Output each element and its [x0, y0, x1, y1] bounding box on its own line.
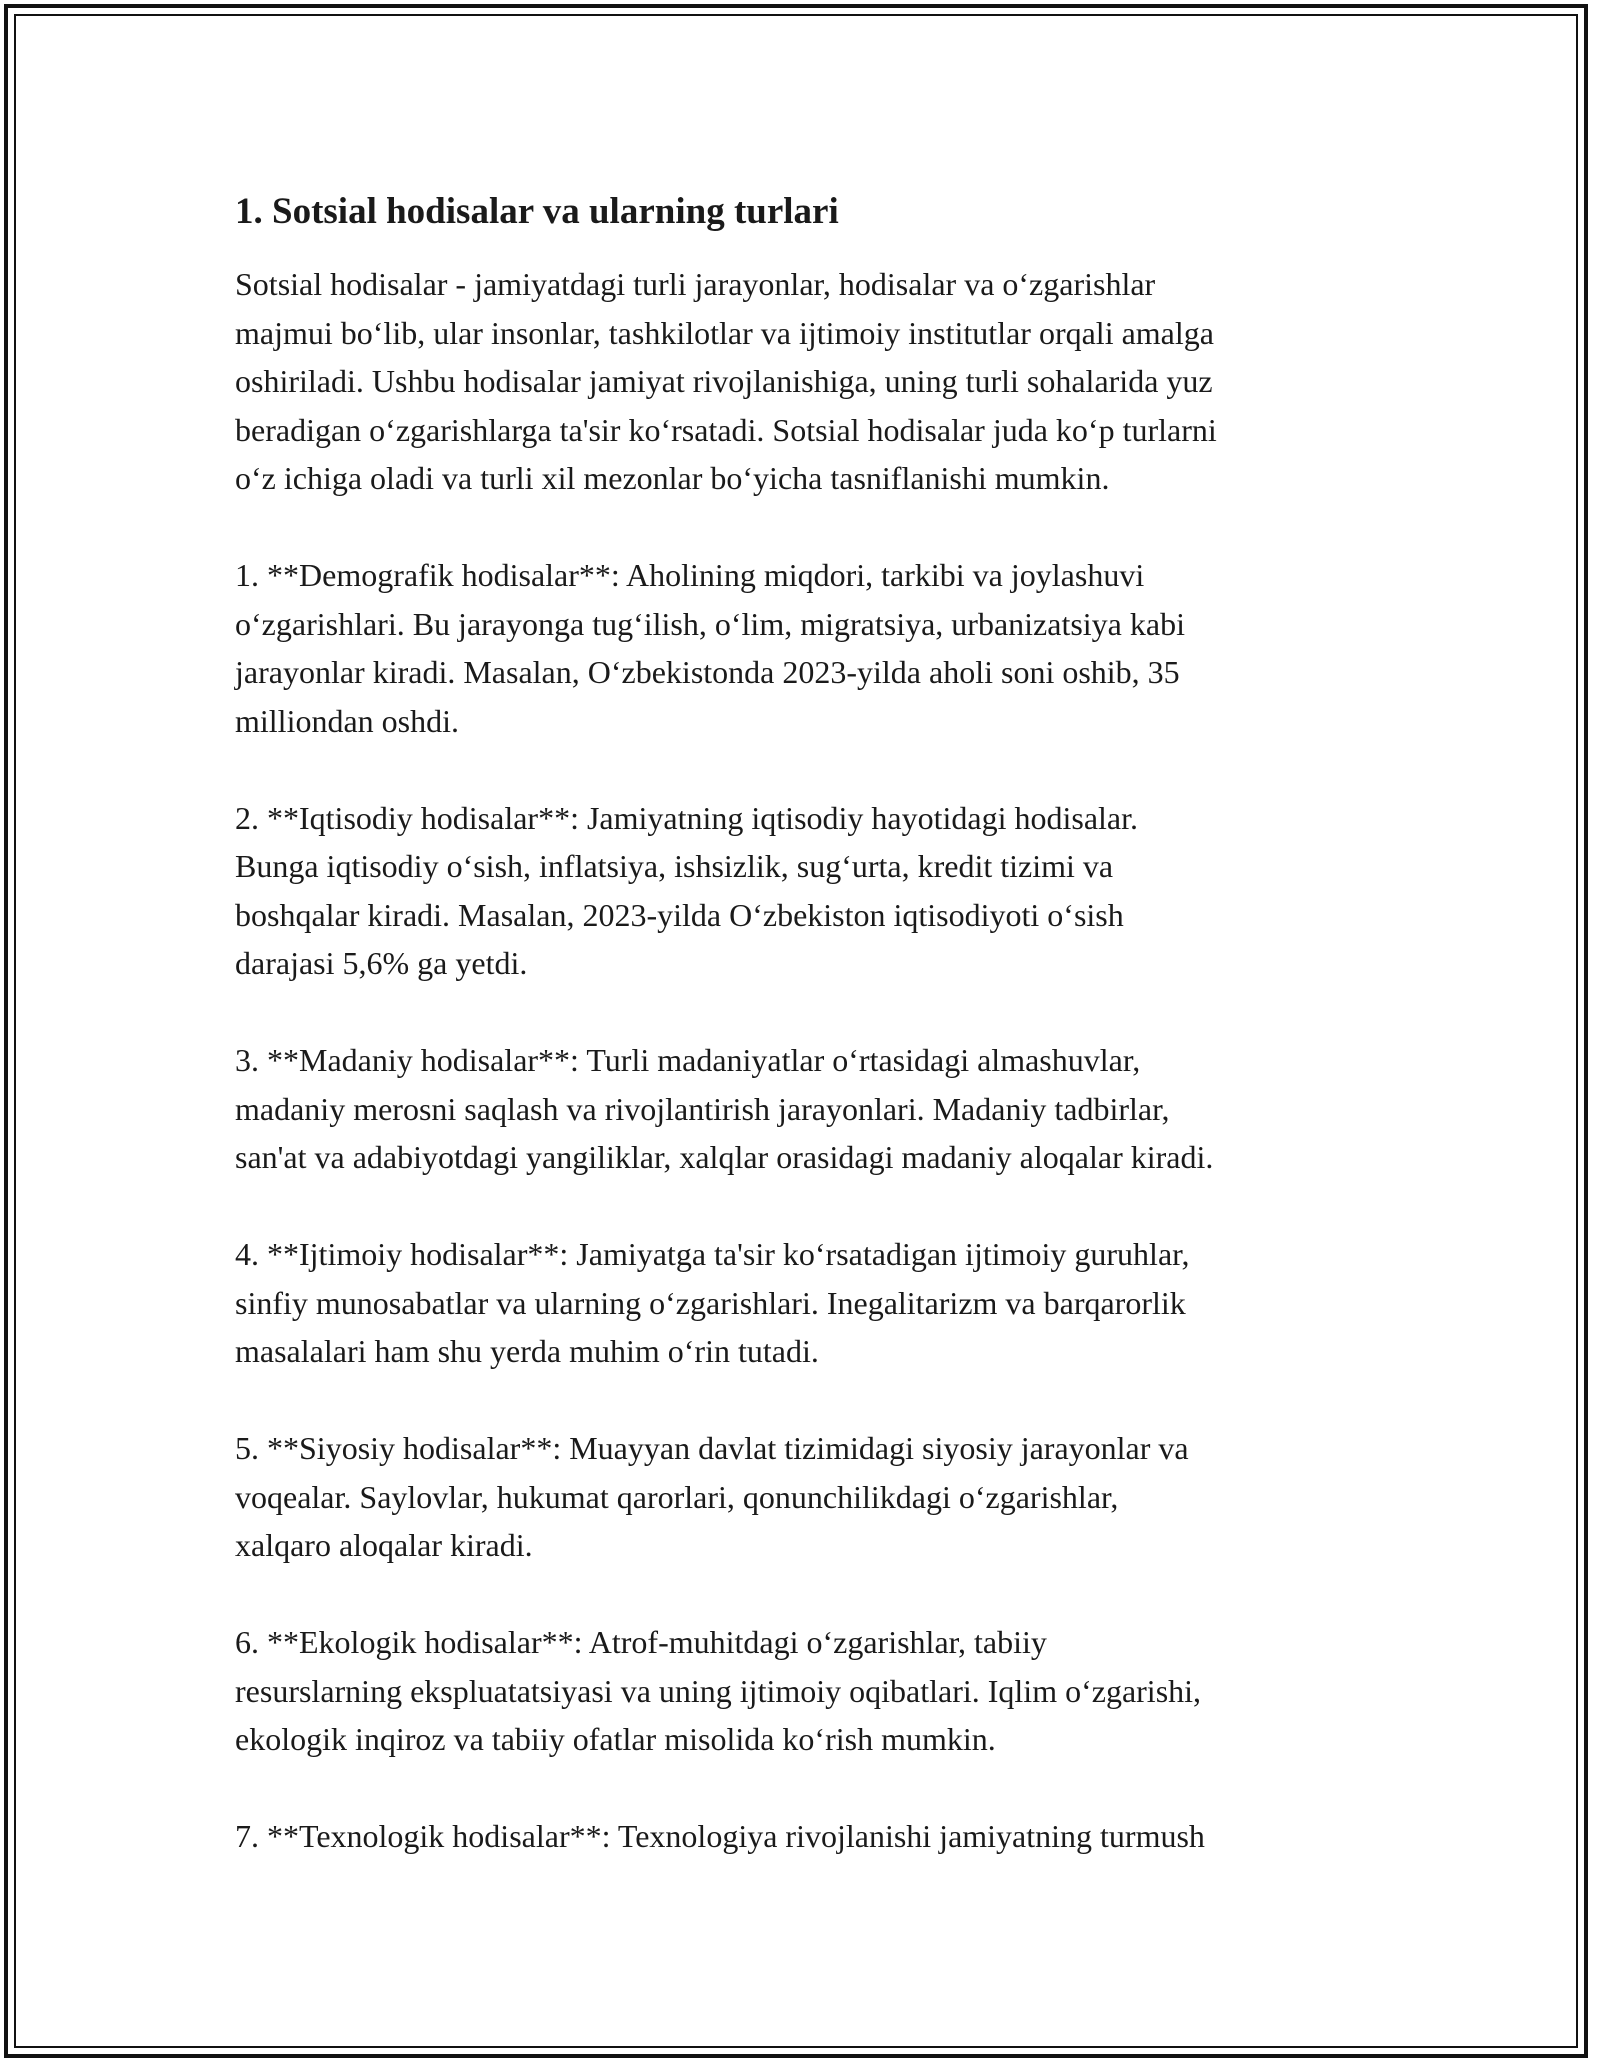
paragraph-ijtimoiy: 4. **Ijtimoiy hodisalar**: Jamiyatga ta'sir ko‘rsatadigan ijtimoiy guruhlar, sinfiy munosabatlar va ularning o‘zgarishlari. Inegalitarizm va barqarorlik masalalari ham shu yerda muhim o‘rin tutadi. — [235, 1236, 1190, 1369]
paragraph-demografik: 1. **Demografik hodisalar**: Aholining miqdori, tarkibi va joylashuvi o‘zgarishlari. Bu jarayonga tug‘ilish, o‘lim, migratsiya, urbanizatsiya kabi jarayonlar kiradi. Masalan, O‘zbekistonda 2023-yilda aholi soni oshib, 35 milliondan oshdi. — [235, 557, 1185, 739]
paragraph-intro: Sotsial hodisalar - jamiyatdagi turli jarayonlar, hodisalar va o‘zgarishlar majmui bo‘lib, ular insonlar, tashkilotlar va ijtimoiy institutlar orqali amalga oshiriladi. Ushbu hodisalar jamiyat rivojlanishiga, uning turli sohalarida yuz beradigan o‘zgarishlarga ta'sir ko‘rsatadi. Sotsial hodisalar juda ko‘p turlarni o‘z ichiga oladi va turli xil mezonlar bo‘yicha tasniflanishi mumkin. — [235, 266, 1217, 496]
document-title: 1. Sotsial hodisalar va ularning turlari — [235, 191, 839, 232]
paragraph-ekologik: 6. **Ekologik hodisalar**: Atrof-muhitdagi o‘zgarishlar, tabiiy resurslarning ekspluatatsiyasi va uning ijtimoiy oqibatlari. Iqlim o‘zgarishi, ekologik inqiroz va tabiiy ofatlar misolida ko‘rish mumkin. — [235, 1624, 1202, 1757]
document-body — [235, 188, 1370, 1909]
paragraph-madaniy: 3. **Madaniy hodisalar**: Turli madaniyatlar o‘rtasidagi almashuvlar, madaniy merosni saqlash va rivojlantirish jarayonlari. Madaniy tadbirlar, san'at va adabiyotdagi yangiliklar, xalqlar orasidagi madaniy aloqalar kiradi. — [235, 1042, 1214, 1175]
paragraph-siyosiy: 5. **Siyosiy hodisalar**: Muayyan davlat tizimidagi siyosiy jarayonlar va voqealar. Saylovlar, hukumat qarorlari, qonunchilikdagi o‘zgarishlar, xalqaro aloqalar kiradi. — [235, 1430, 1189, 1563]
paragraph-texnologik: 7. **Texnologik hodisalar**: Texnologiya rivojlanishi jamiyatning turmush — [235, 1818, 1205, 1854]
paragraph-iqtisodiy: 2. **Iqtisodiy hodisalar**: Jamiyatning iqtisodiy hayotidagi hodisalar. Bunga iqtisodiy o‘sish, inflatsiya, ishsizlik, sug‘urta, kredit tizimi va boshqalar kiradi. Masalan, 2023-yilda O‘zbekiston iqtisodiyoti o‘sish darajasi 5,6% ga yetdi. — [235, 799, 1139, 981]
